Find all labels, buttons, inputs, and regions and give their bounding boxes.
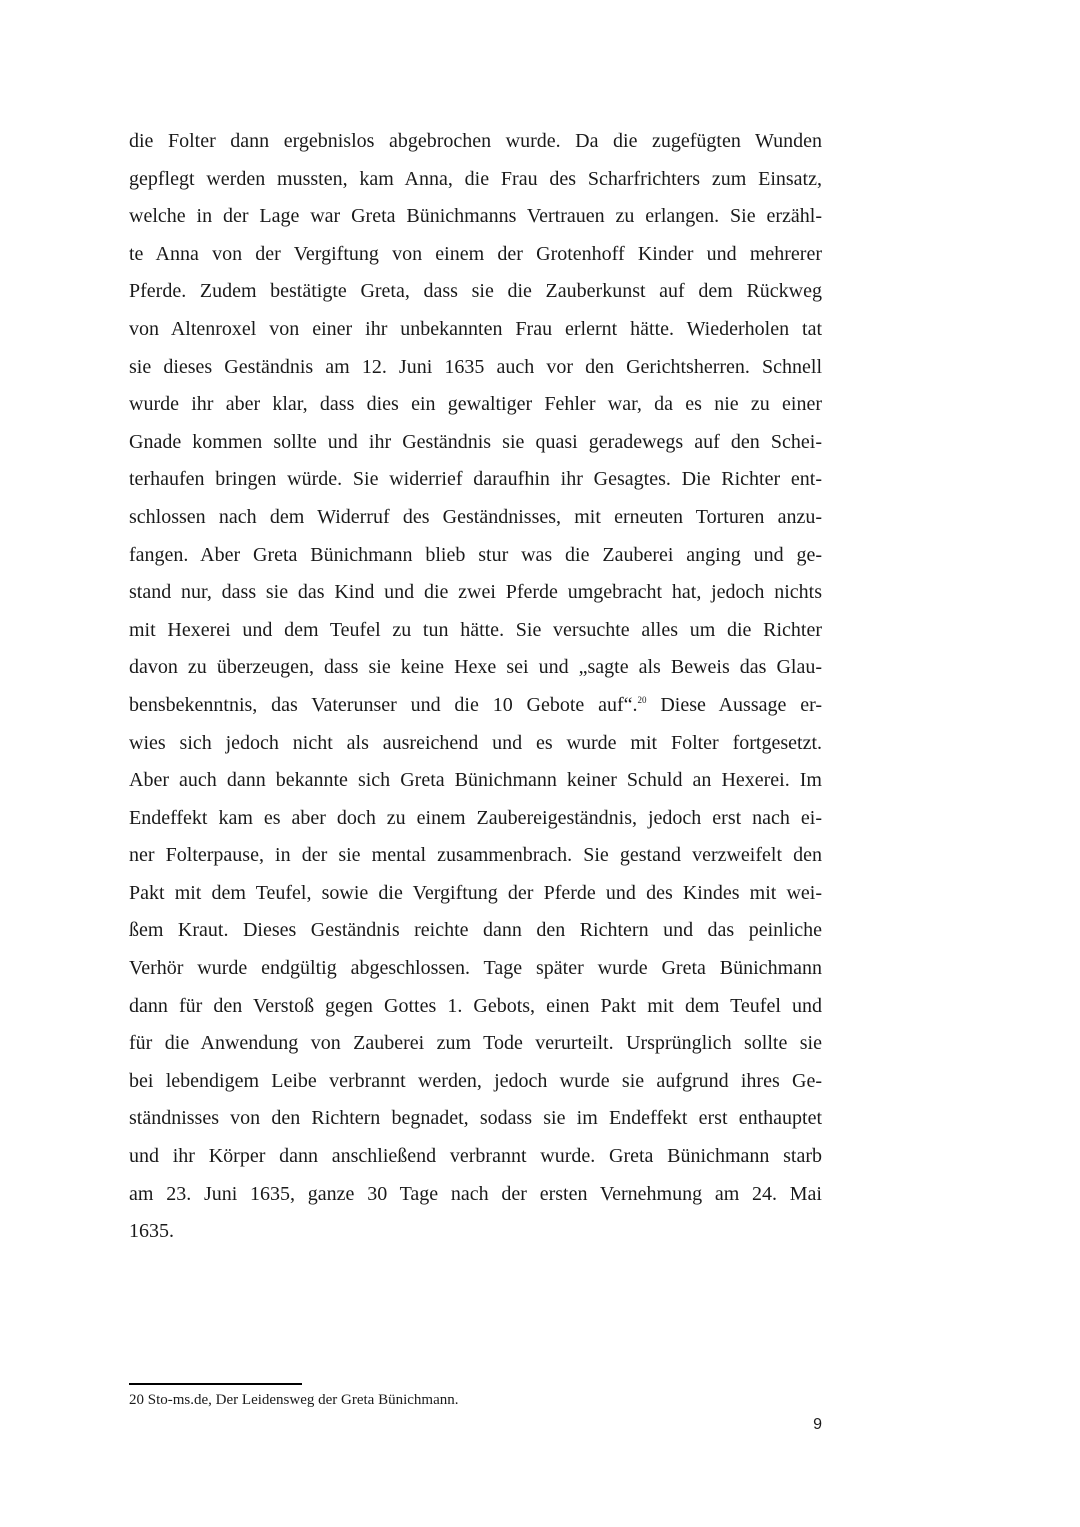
text-line: ßem Kraut. Dieses Geständnis reichte dann den Richtern und das peinliche (129, 919, 822, 942)
text-line: terhaufen bringen würde. Sie widerrief daraufhin ihr Gesagtes. Die Richter ent- (129, 468, 822, 491)
text-line-last: 1635. (129, 1220, 174, 1243)
text-line: von Altenroxel von einer ihr unbekannten Frau erlernt hätte. Wiederholen tat (129, 317, 822, 340)
text-line: welche in der Lage war Greta Bünichmanns Vertrauen zu erlangen. Sie erzähl- (129, 205, 822, 228)
text-line: fangen. Aber Greta Bünichmann blieb stur was die Zauberei anging und ge- (129, 543, 822, 566)
footnote-separator (129, 1383, 302, 1385)
text-line: mit Hexerei und dem Teufel zu tun hätte. Sie versuchte alles um die Richter (129, 618, 822, 641)
text-line: wurde ihr aber klar, dass dies ein gewaltiger Fehler war, da es nie zu einer (129, 393, 822, 416)
text-line: Aber auch dann bekannte sich Greta Bünichmann keiner Schuld an Hexerei. Im (129, 769, 822, 792)
text-line-with-footnote-ref (129, 687, 822, 725)
page-number: 9 (813, 1416, 822, 1433)
text-line: sie dieses Geständnis am 12. Juni 1635 auch vor den Gerichtsherren. Schnell (129, 355, 822, 378)
text-line: gepflegt werden mussten, kam Anna, die Frau des Scharfrichters zum Einsatz, (129, 167, 822, 190)
text-line: ständnisses von den Richtern begnadet, sodass sie im Endeffekt erst enthauptet (129, 1107, 822, 1130)
text-line: te Anna von der Vergiftung von einem der Grotenhoff Kinder und mehrerer (129, 242, 822, 265)
text-fragment: bensbekenntnis, das Vaterunser und die 10 Gebote auf“. (129, 693, 638, 716)
text-line: dann für den Verstoß gegen Gottes 1. Gebots, einen Pakt mit dem Teufel und (129, 994, 822, 1017)
text-line: Pferde. Zudem bestätigte Greta, dass sie die Zauberkunst auf dem Rückweg (129, 280, 822, 303)
footnote-reference: 20 (637, 694, 647, 705)
footnote: 20 Sto-ms.de, Der Leidensweg der Greta Bünichmann. (129, 1392, 459, 1408)
text-line: davon zu überzeugen, dass sie keine Hexe sei und „sagte als Beweis das Glau- (129, 656, 822, 679)
text-line: Verhör wurde endgültig abgeschlossen. Tage später wurde Greta Bünichmann (129, 957, 822, 980)
text-line: am 23. Juni 1635, ganze 30 Tage nach der ersten Vernehmung am 24. Mai (129, 1182, 822, 1205)
text-line: und ihr Körper dann anschließend verbrannt wurde. Greta Bünichmann starb (129, 1145, 822, 1168)
text-line: schlossen nach dem Widerruf des Geständnisses, mit erneuten Torturen anzu- (129, 505, 822, 528)
text-line: ner Folterpause, in der sie mental zusammenbrach. Sie gestand verzweifelt den (129, 844, 822, 867)
text-line: wies sich jedoch nicht als ausreichend und es wurde mit Folter fortgesetzt. (129, 731, 822, 754)
text-line: bei lebendigem Leibe verbrannt werden, jedoch wurde sie aufgrund ihres Ge- (129, 1069, 822, 1092)
text-line: Pakt mit dem Teufel, sowie die Vergiftung der Pferde und des Kindes mit wei- (129, 881, 822, 904)
text-line: Gnade kommen sollte und ihr Geständnis sie quasi geradewegs auf den Schei- (129, 430, 822, 453)
text-fragment: Diese Aussage er- (646, 693, 822, 716)
text-line: stand nur, dass sie das Kind und die zwei Pferde umgebracht hat, jedoch nichts (129, 581, 822, 604)
body-paragraph (129, 123, 822, 1251)
text-line: für die Anwendung von Zauberei zum Tode verurteilt. Ursprünglich sollte sie (129, 1032, 822, 1055)
text-line: die Folter dann ergebnislos abgebrochen wurde. Da die zugefügten Wunden (129, 130, 822, 152)
text-line: Endeffekt kam es aber doch zu einem Zaubereigeständnis, jedoch erst nach ei- (129, 806, 822, 829)
